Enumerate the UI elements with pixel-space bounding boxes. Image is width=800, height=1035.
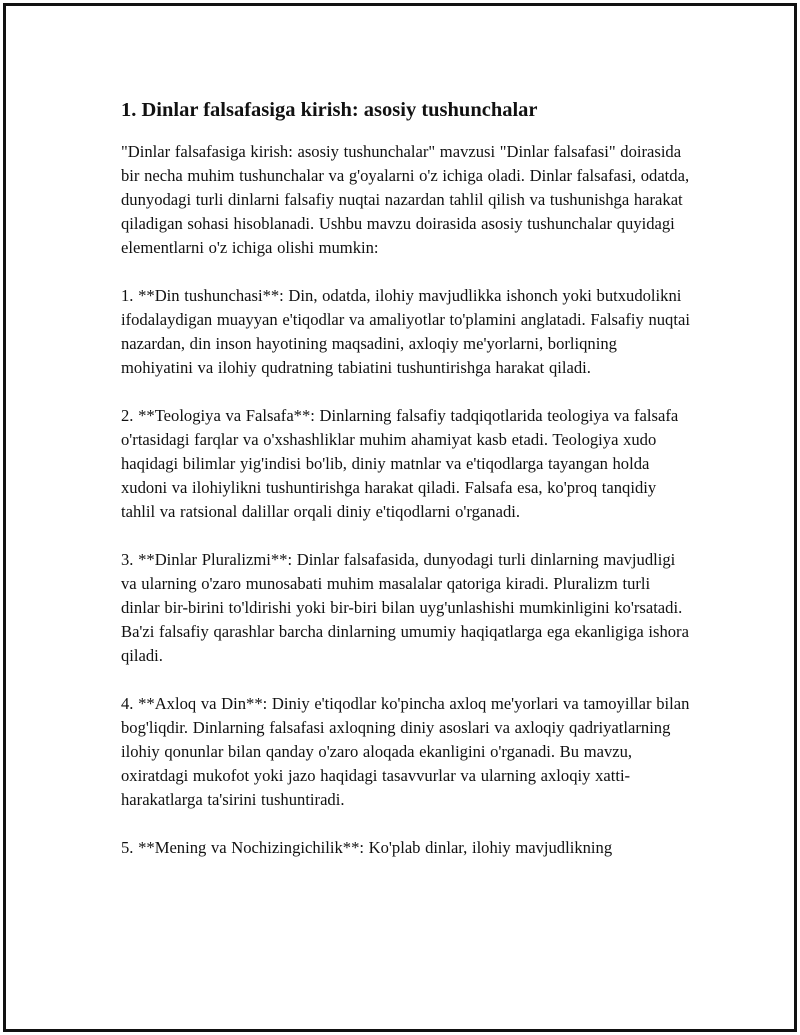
paragraph-dinlar-pluralizmi: 3. **Dinlar Pluralizmi**: Dinlar falsafasida, dunyodagi turli dinlarning mavjudligi va ularning o'zaro munosabati muhim masalalar qatoriga kiradi. Pluralizm turli dinlar bir-birini to'ldirishi yoki bir-biri bilan uyg'unlashishi mumkinligini ko'rsatadi. Ba'zi falsafiy qarashlar barcha dinlarning umumiy haqiqatlarga ega ekanligiga ishora qiladi.	[121, 550, 689, 665]
intro-paragraph: "Dinlar falsafasiga kirish: asosiy tushunchalar" mavzusi "Dinlar falsafasi" doirasida bir necha muhim tushunchalar va g'oyalarni o'z ichiga oladi. Dinlar falsafasi, odatda, dunyodagi turli dinlarni falsafiy nuqtai nazardan tahlil qilish va tushunishga harakat qiladigan sohasi hisoblanadi. Ushbu mavzu doirasida asosiy tushunchalar quyidagi elementlarni o'z ichiga olishi mumkin:	[121, 142, 690, 257]
paragraph-mening-va-nochizingichilik: 5. **Mening va Nochizingichilik**: Ko'plab dinlar, ilohiy mavjudlikning	[121, 838, 613, 857]
paragraph-axloq-va-din: 4. **Axloq va Din**: Diniy e'tiqodlar ko'pincha axloq me'yorlari va tamoyillar bilan bog'liqdir. Dinlarning falsafasi axloqning diniy asoslari va axloqiy qadriyatlarning ilohiy qonunlar bilan qanday o'zaro aloqada ekanligini o'rganadi. Bu mavzu, oxiratdagi mukofot yoki jazo haqidagi tasavvurlar va ularning axloqiy xatti-harakatlarga ta'sirini tushuntiradi.	[121, 694, 690, 809]
paragraph-teologiya-va-falsafa: 2. **Teologiya va Falsafa**: Dinlarning falsafiy tadqiqotlarida teologiya va falsafa o'rtasidagi farqlar va o'xshashliklar muhim ahamiyat kasb etadi. Teologiya xudo haqidagi bilimlar yig'indisi bo'lib, diniy matnlar va e'tiqodlarga tayangan holda xudoni va ilohiylikni tushuntirishga harakat qiladi. Falsafa esa, ko'proq tanqidiy tahlil va ratsional dalillar orqali diniy e'tiqodlarni o'rganadi.	[121, 406, 679, 521]
paragraph-din-tushunchasi: 1. **Din tushunchasi**: Din, odatda, ilohiy mavjudlikka ishonch yoki butxudolikni ifodalaydigan muayyan e'tiqodlar va amaliyotlar to'plamini anglatadi. Falsafiy nuqtai nazardan, din inson hayotining maqsadini, axloqiy me'yorlarni, borliqning mohiyatini va ilohiy qudratning tabiatini tushuntirishga harakat qiladi.	[121, 286, 690, 377]
page-frame	[3, 3, 797, 1032]
document-body	[121, 96, 691, 860]
section-heading: 1. Dinlar falsafasiga kirish: asosiy tushunchalar	[121, 99, 538, 121]
